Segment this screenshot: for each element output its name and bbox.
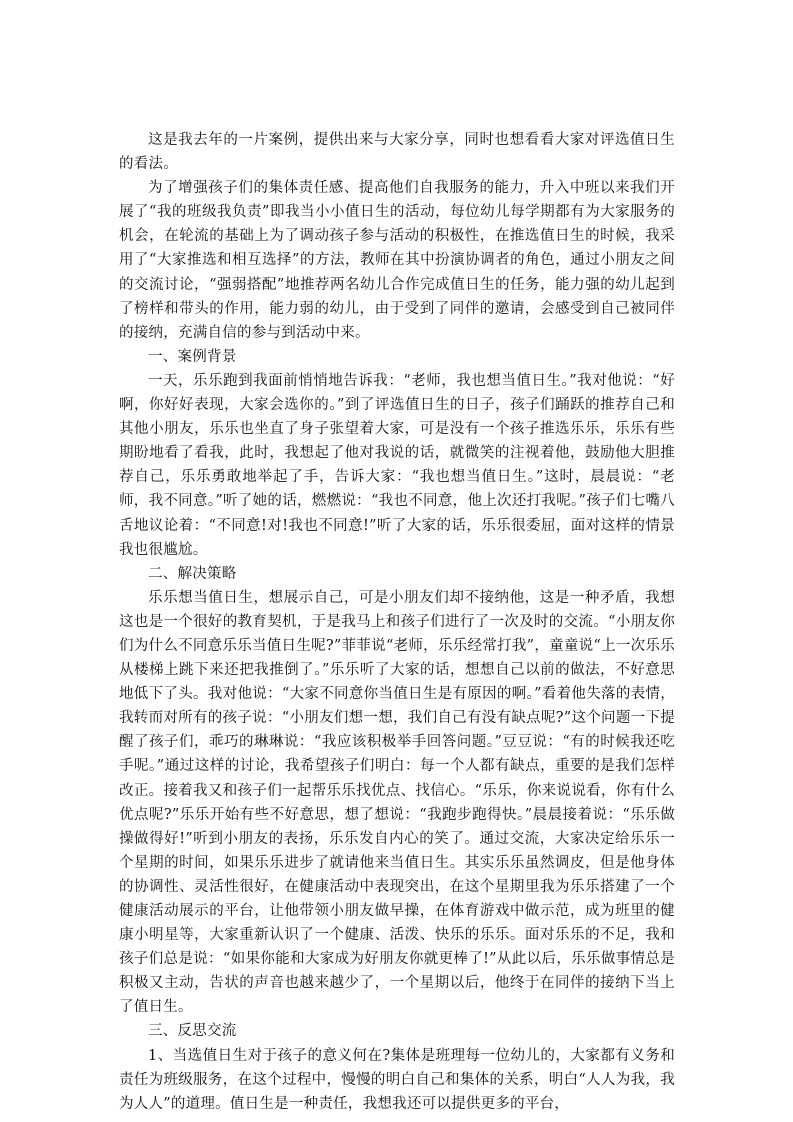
- background-paragraph: 为了增强孩子们的集体责任感、提高他们自我服务的能力，升入中班以来我们开展了“我的班级我负责”即我当小小值日生的活动，每位幼儿每学期都有为大家服务的机会，在轮流的基础上为了调动孩子参与活动的积极性，在推选值日生的时候，我采用了“大家推选和相互选择”的方法，教师在其中扮演协调者的角色，通过小朋友之间的交流讨论，“强弱搭配”地推荐两名幼儿合作完成值日生的任务，能力强的幼儿起到了榜样和带头的作用，能力弱的幼儿，由于受到了同伴的邀请，会感受到自己被同伴的接纳，充满自信的参与到活动中来。: [119, 180, 675, 341]
- section-heading-reflection: 三、反思交流: [148, 1023, 237, 1040]
- strategy-paragraph: 乐乐想当值日生，想展示自己，可是小朋友们却不接纳他，这是一种矛盾，我想这也是一个很好的教育契机，于是我马上和孩子们进行了一次及时的交流。“小朋友你们为什么不同意乐乐当值日生呢?”菲菲说“老师，乐乐经常打我”，童童说“上一次乐乐从楼梯上跳下来还把我推倒了。”乐乐听了大家的话，想想自己以前的做法，不好意思地低下了头。我对他说：“大家不同意你当值日生是有原因的啊。”看着他失落的表情，我转而对所有的孩子说：“小朋友们想一想，我们自己有没有缺点呢?”这个问题一下提醒了孩子们，乖巧的琳琳说：“我应该积极举手回答问题。”豆豆说：“有的时候我还吃手呢。”通过这样的讨论，我希望孩子们明白：每一个人都有缺点，重要的是我们怎样改正。接着我又和孩子们一起帮乐乐找优点、找信心。“乐乐，你来说说看，你有什么优点呢?”乐乐开始有些不好意思，想了想说：“我跑步跑得快。”晨晨接着说：“乐乐做操做得好!”听到小朋友的表扬，乐乐发自内心的笑了。通过交流，大家决定给乐乐一个星期的时间，如果乐乐进步了就请他来当值日生。其实乐乐虽然调皮，但是他身体的协调性、灵活性很好，在健康活动中表现突出，在这个星期里我为乐乐搭建了一个健康活动展示的平台，让他带领小朋友做早操，在体育游戏中做示范，成为班里的健康小明星等，大家重新认识了一个健康、活泼、快乐的乐乐。面对乐乐的不足，我和孩子们总是说：“如果你能和大家成为好朋友你就更棒了!”从此以后，乐乐做事情总是积极又主动，告状的声音也越来越少了，一个星期以后，他终于在同伴的接纳下当上了值日生。: [119, 589, 675, 1016]
- case-background-paragraph: 一天，乐乐跑到我面前悄悄地告诉我：“老师，我也想当值日生。”我对他说：“好啊，你好好表现，大家会选你的。”到了评选值日生的日子，孩子们踊跃的推荐自己和其他小朋友，乐乐也坐直了身子张望着大家，可是没有一个孩子推选乐乐，乐乐有些期盼地看了看我，此时，我想起了他对我说的话，就微笑的注视着他，鼓励他大胆推荐自己，乐乐勇敢地举起了手，告诉大家：“我也想当值日生。”这时，晨晨说：“老师，我不同意。”听了她的话，燃燃说：“我也不同意，他上次还打我呢。”孩子们七嘴八舌地议论着：“不同意!对!我也不同意!”听了大家的话，乐乐很委屈，面对这样的情景我也很尴尬。: [119, 372, 675, 558]
- section-heading-case-background: 一、案例背景: [148, 348, 237, 365]
- document-page: [119, 128, 675, 1116]
- reflection-paragraph: 1、当选值日生对于孩子的意义何在?集体是班理每一位幼儿的，大家都有义务和责任为班级服务，在这个过程中，慢慢的明白自己和集体的关系，明白“人人为我，我为人人”的道理。值日生是一种责任，我想我还可以提供更多的平台，: [119, 1047, 675, 1112]
- section-heading-strategy: 二、解决策略: [148, 565, 237, 582]
- intro-paragraph: 这是我去年的一片案例，提供出来与大家分享，同时也想看看大家对评选值日生的看法。: [119, 132, 675, 173]
